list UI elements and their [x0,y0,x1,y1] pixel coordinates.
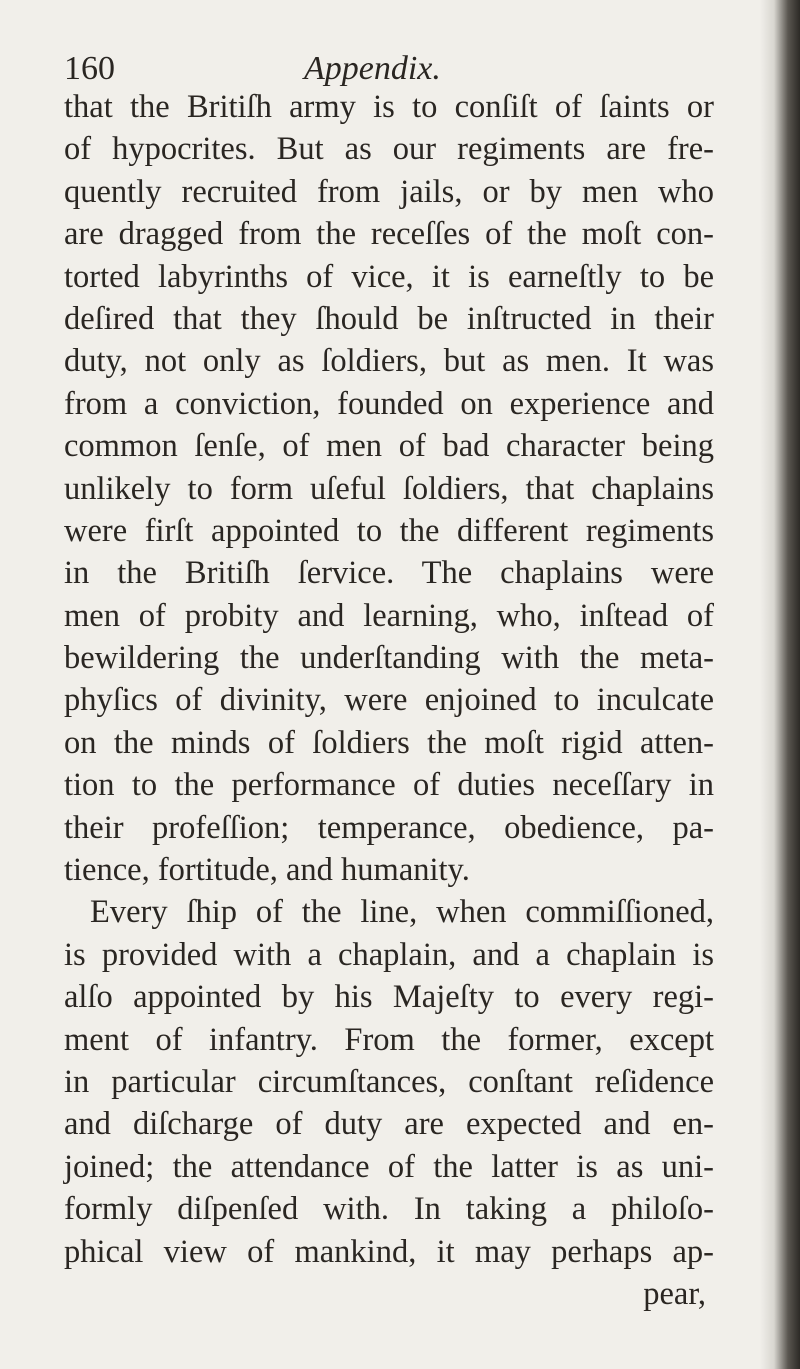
text-line: in the Britiſh ſervice. The chaplains were [64,555,714,592]
catchword: pear, [643,1275,706,1312]
text-line: were firſt appointed to the different regiments [64,512,714,549]
binding-gutter-shadow [760,0,800,1369]
text-line: that the Britiſh army is to conſiſt of ſaints or [64,89,714,125]
text-line: on the minds of ſoldiers the moſt rigid atten- [64,724,714,761]
text-line: from a conviction, founded on experience and [64,385,714,422]
text-line: is provided with a chaplain, and a chaplain is [64,936,714,973]
text-line: unlikely to form uſeful ſoldiers, that chaplains [64,470,714,507]
text-line: formly diſpenſed with. In taking a philoſo- [64,1191,714,1228]
text-line: torted labyrinths of vice, it is earneſtly to be [64,258,714,295]
text-line: quently recruited from jails, or by men who [64,173,714,210]
text-line: their profeſſion; temperance, obedience, pa- [64,809,714,846]
text-line: of hypocrites. But as our regiments are fre- [64,131,714,168]
text-line: phical view of mankind, it may perhaps ap- [64,1233,714,1270]
text-line: joined; the attendance of the latter is as uni- [64,1148,714,1185]
text-line: deſired that they ſhould be inſtructed in their [64,300,714,337]
body-text [64,86,714,1315]
text-line: bewildering the underſtanding with the meta- [64,640,714,677]
text-line: common ſenſe, of men of bad character being [64,428,714,465]
text-line: duty, not only as ſoldiers, but as men. It was [64,343,714,380]
text-line: and diſcharge of duty are expected and en- [64,1106,714,1143]
text-line: men of probity and learning, who, inſtead of [64,597,714,634]
text-line: alſo appointed by his Majeſty to every regi- [64,979,714,1016]
paragraph-end-line: tience, fortitude, and humanity. [64,852,470,889]
running-head: Appendix. [304,50,441,87]
text-line: tion to the performance of duties neceſſary in [64,767,714,804]
paragraph-start-line: Every ſhip of the line, when commiſſioned, [90,894,714,931]
text-line: are dragged from the receſſes of the moſt con- [64,216,714,253]
text-line: phyſics of divinity, were enjoined to inculcate [64,682,714,719]
text-line: in particular circumſtances, conſtant reſidence [64,1063,714,1100]
text-line: ment of infantry. From the former, except [64,1021,714,1058]
page-number: 160 [64,50,115,87]
